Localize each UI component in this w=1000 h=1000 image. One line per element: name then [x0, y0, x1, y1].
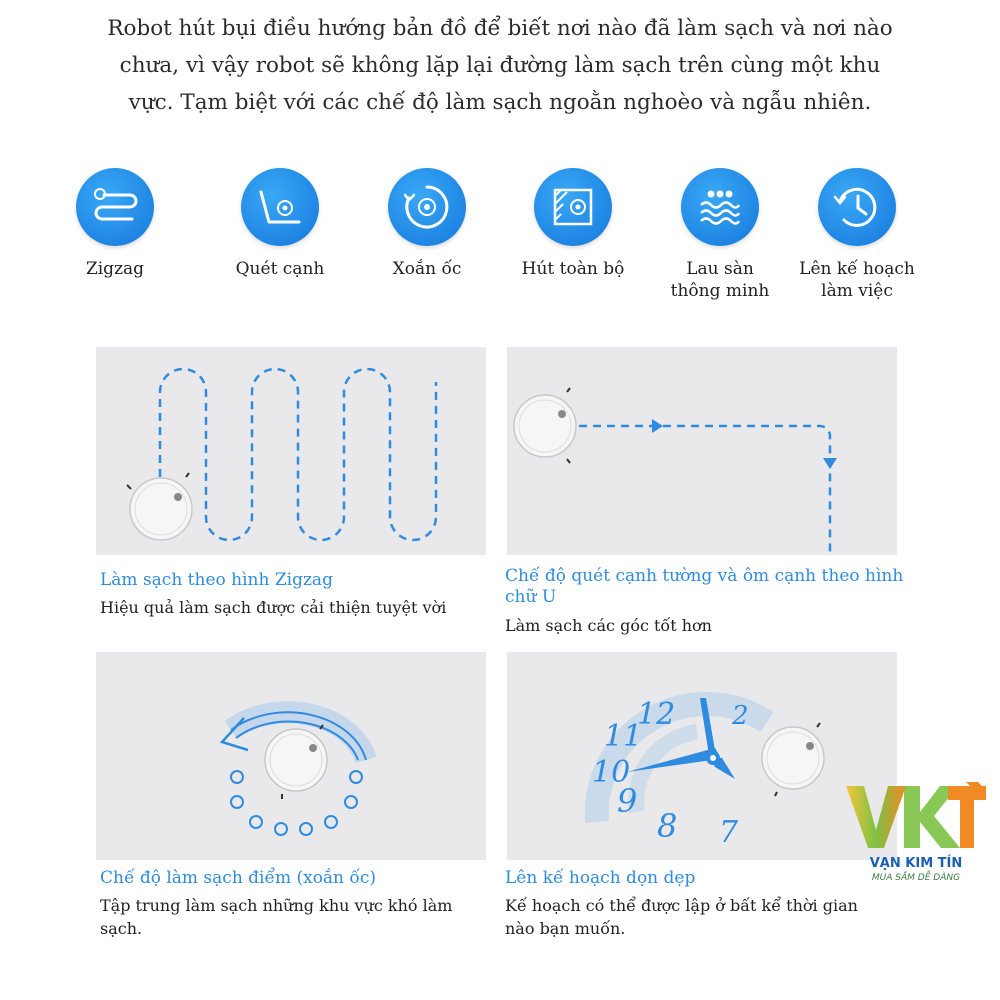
- schedule-desc: [505, 894, 858, 940]
- intro-line-1: Robot hút bụi điều hướng bản đồ để biết nơi nào đã làm sạch và nơi nào: [107, 16, 893, 41]
- zigzag-desc: Hiệu quả làm sạch được cải thiện tuyệt vời: [100, 598, 447, 617]
- clock-number-8: 8: [657, 807, 678, 845]
- mode-edge: [210, 168, 350, 280]
- mode-schedule: [787, 168, 927, 302]
- clock-number-9: 9: [617, 782, 638, 820]
- robot-vacuum-icon: [514, 388, 576, 463]
- mode-zigzag: [45, 168, 185, 280]
- zigzag-title: Làm sạch theo hình Zigzag: [100, 570, 333, 590]
- edge-desc: Làm sạch các góc tốt hơn: [505, 616, 712, 635]
- schedule-clock-icon: [818, 168, 896, 246]
- spot-desc: [100, 894, 452, 940]
- intro-line-3: vực. Tạm biệt với các chế độ làm sạch ngoằn nghoèo và ngẫu nhiên.: [128, 90, 872, 115]
- edge-clean-icon: [241, 168, 319, 246]
- edge-title: [505, 566, 905, 608]
- mode-label: Zigzag: [85, 259, 145, 279]
- mode-full-vacuum: [503, 168, 643, 280]
- spot-desc-line-1: Tập trung làm sạch những khu vực khó làm: [100, 896, 453, 915]
- clock-number-12: 12: [637, 697, 676, 732]
- schedule-desc-line-2: nào bạn muốn.: [505, 919, 626, 938]
- mop-icon: [681, 168, 759, 246]
- mode-spiral: [357, 168, 497, 280]
- spiral-icon: [388, 168, 466, 246]
- spot-panel: [96, 652, 486, 860]
- clock-number-11: 11: [604, 719, 643, 754]
- mode-label-line-2: thông minh: [670, 281, 770, 301]
- mode-label-line-2: làm việc: [821, 281, 893, 301]
- intro-line-2: chưa, vì vậy robot sẽ không lặp lại đường làm sạch trên cùng một khu: [119, 53, 881, 78]
- clock-number-7: 7: [719, 815, 739, 850]
- clock-number-10: 10: [592, 755, 631, 790]
- mode-label: Quét cạnh: [235, 259, 325, 279]
- logo-name: VẠN KIM TÍN: [869, 856, 963, 871]
- logo-slogan: MUA SẮM DỄ DÀNG: [871, 873, 961, 883]
- zigzag-path-illustration: [96, 347, 486, 555]
- mode-label-line-1: Lên kế hoạch: [799, 259, 915, 279]
- mode-label: Xoắn ốc: [392, 259, 462, 279]
- mode-label: [787, 258, 927, 302]
- schedule-title: Lên kế hoạch dọn dẹp: [505, 868, 696, 888]
- edge-path-illustration: [507, 347, 897, 555]
- zigzag-panel: [96, 347, 486, 555]
- schedule-desc-line-1: Kế hoạch có thể được lập ở bất kể thời gian: [505, 896, 858, 915]
- intro-text: [60, 10, 940, 121]
- edge-title-line-2: chữ U: [505, 587, 557, 607]
- edge-title-line-1: Chế độ quét cạnh tường và ôm cạnh theo hình: [505, 566, 904, 586]
- spot-title: Chế độ làm sạch điểm (xoắn ốc): [100, 868, 376, 888]
- mode-label: [650, 258, 790, 302]
- edge-panel: [507, 347, 897, 555]
- robot-vacuum-icon: [127, 473, 192, 540]
- clock-number-2: 2: [732, 701, 749, 731]
- spot-desc-line-2: sạch.: [100, 919, 143, 938]
- zigzag-icon: [76, 168, 154, 246]
- spiral-path-illustration: [96, 652, 486, 860]
- robot-vacuum-icon: [265, 725, 327, 799]
- full-vacuum-icon: [534, 168, 612, 246]
- mode-label: Hút toàn bộ: [521, 259, 625, 279]
- mode-mop: [650, 168, 790, 302]
- robot-vacuum-icon: [762, 723, 824, 796]
- mode-label-line-1: Lau sàn: [686, 259, 754, 279]
